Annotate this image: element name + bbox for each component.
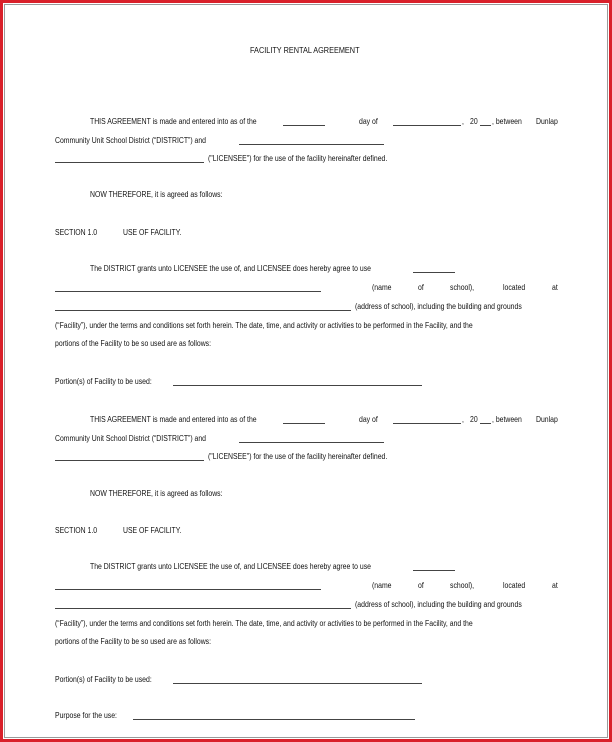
year-prefix: 20 [470,117,478,126]
day-of-label: day of [359,117,378,126]
day-of-label: day of [359,415,378,424]
section-title: USE OF FACILITY. [123,526,182,535]
address-line: (address of school), including the building and grounds [355,600,522,609]
page-title: FACILITY RENTAL AGREEMENT [250,45,360,55]
month-blank[interactable] [393,423,461,424]
year-blank[interactable] [480,423,491,424]
school-word: school), [450,581,475,590]
district-party-blank[interactable] [239,144,384,145]
school-address-blank[interactable] [55,310,351,311]
licensee-line: ("LICENSEE") for the use of the facility hereinafter defined. [208,452,388,461]
at-word: at [552,283,558,292]
date-blank[interactable] [283,125,325,126]
section-number: SECTION 1.0 [55,228,98,237]
portions-blank[interactable] [173,385,422,386]
school-name-blank[interactable] [55,291,321,292]
use-blank[interactable] [413,272,455,273]
portions-label: Portion(s) of Facility to be used: [55,675,152,684]
address-line: (address of school), including the building and grounds [355,302,522,311]
month-blank[interactable] [393,125,461,126]
now-therefore: NOW THEREFORE, it is agreed as follows: [90,489,223,498]
agreement-intro: THIS AGREEMENT is made and entered into as of the [90,415,257,424]
facility-line: (“Facility”), under the terms and conditions set forth herein. The date, time, and activity or activities to be performed in the Facility, and the [55,321,473,330]
purpose-label: Purpose for the use: [55,711,117,720]
use-blank[interactable] [413,570,455,571]
school-address-blank[interactable] [55,608,351,609]
district-line: Community Unit School District (“DISTRICT”) and [55,434,207,443]
licensee-blank[interactable] [55,460,204,461]
located-word: located [503,283,526,292]
at-word: at [552,581,558,590]
of-word: of [418,581,424,590]
grants-line: The DISTRICT grants unto LICENSEE the use of, and LICENSEE does hereby agree to use [90,562,371,571]
comma: , [462,415,464,424]
portions-line: portions of the Facility to be so used are as follows: [55,637,212,646]
licensee-blank[interactable] [55,162,204,163]
grants-line: The DISTRICT grants unto LICENSEE the use of, and LICENSEE does hereby agree to use [90,264,371,273]
portions-label: Portion(s) of Facility to be used: [55,377,152,386]
located-word: located [503,581,526,590]
now-therefore: NOW THEREFORE, it is agreed as follows: [90,190,223,199]
between-label: , between [492,117,522,126]
year-blank[interactable] [480,125,491,126]
document-page [4,4,608,738]
name-word: (name [372,283,392,292]
comma: , [462,117,464,126]
facility-line: (“Facility”), under the terms and conditions set forth herein. The date, time, and activity or activities to be performed in the Facility, and the [55,619,473,628]
district-party-blank[interactable] [239,442,384,443]
section-number: SECTION 1.0 [55,526,98,535]
dunlap-label: Dunlap [536,415,558,424]
purpose-blank[interactable] [133,719,415,720]
year-prefix: 20 [470,415,478,424]
name-word: (name [372,581,392,590]
section-title: USE OF FACILITY. [123,228,182,237]
school-name-blank[interactable] [55,589,321,590]
agreement-intro: THIS AGREEMENT is made and entered into as of the [90,117,257,126]
district-line: Community Unit School District (“DISTRICT”) and [55,136,207,145]
date-blank[interactable] [283,423,325,424]
portions-blank[interactable] [173,683,422,684]
of-word: of [418,283,424,292]
licensee-line: ("LICENSEE") for the use of the facility hereinafter defined. [208,154,388,163]
school-word: school), [450,283,475,292]
between-label: , between [492,415,522,424]
portions-line: portions of the Facility to be so used are as follows: [55,339,212,348]
dunlap-label: Dunlap [536,117,558,126]
